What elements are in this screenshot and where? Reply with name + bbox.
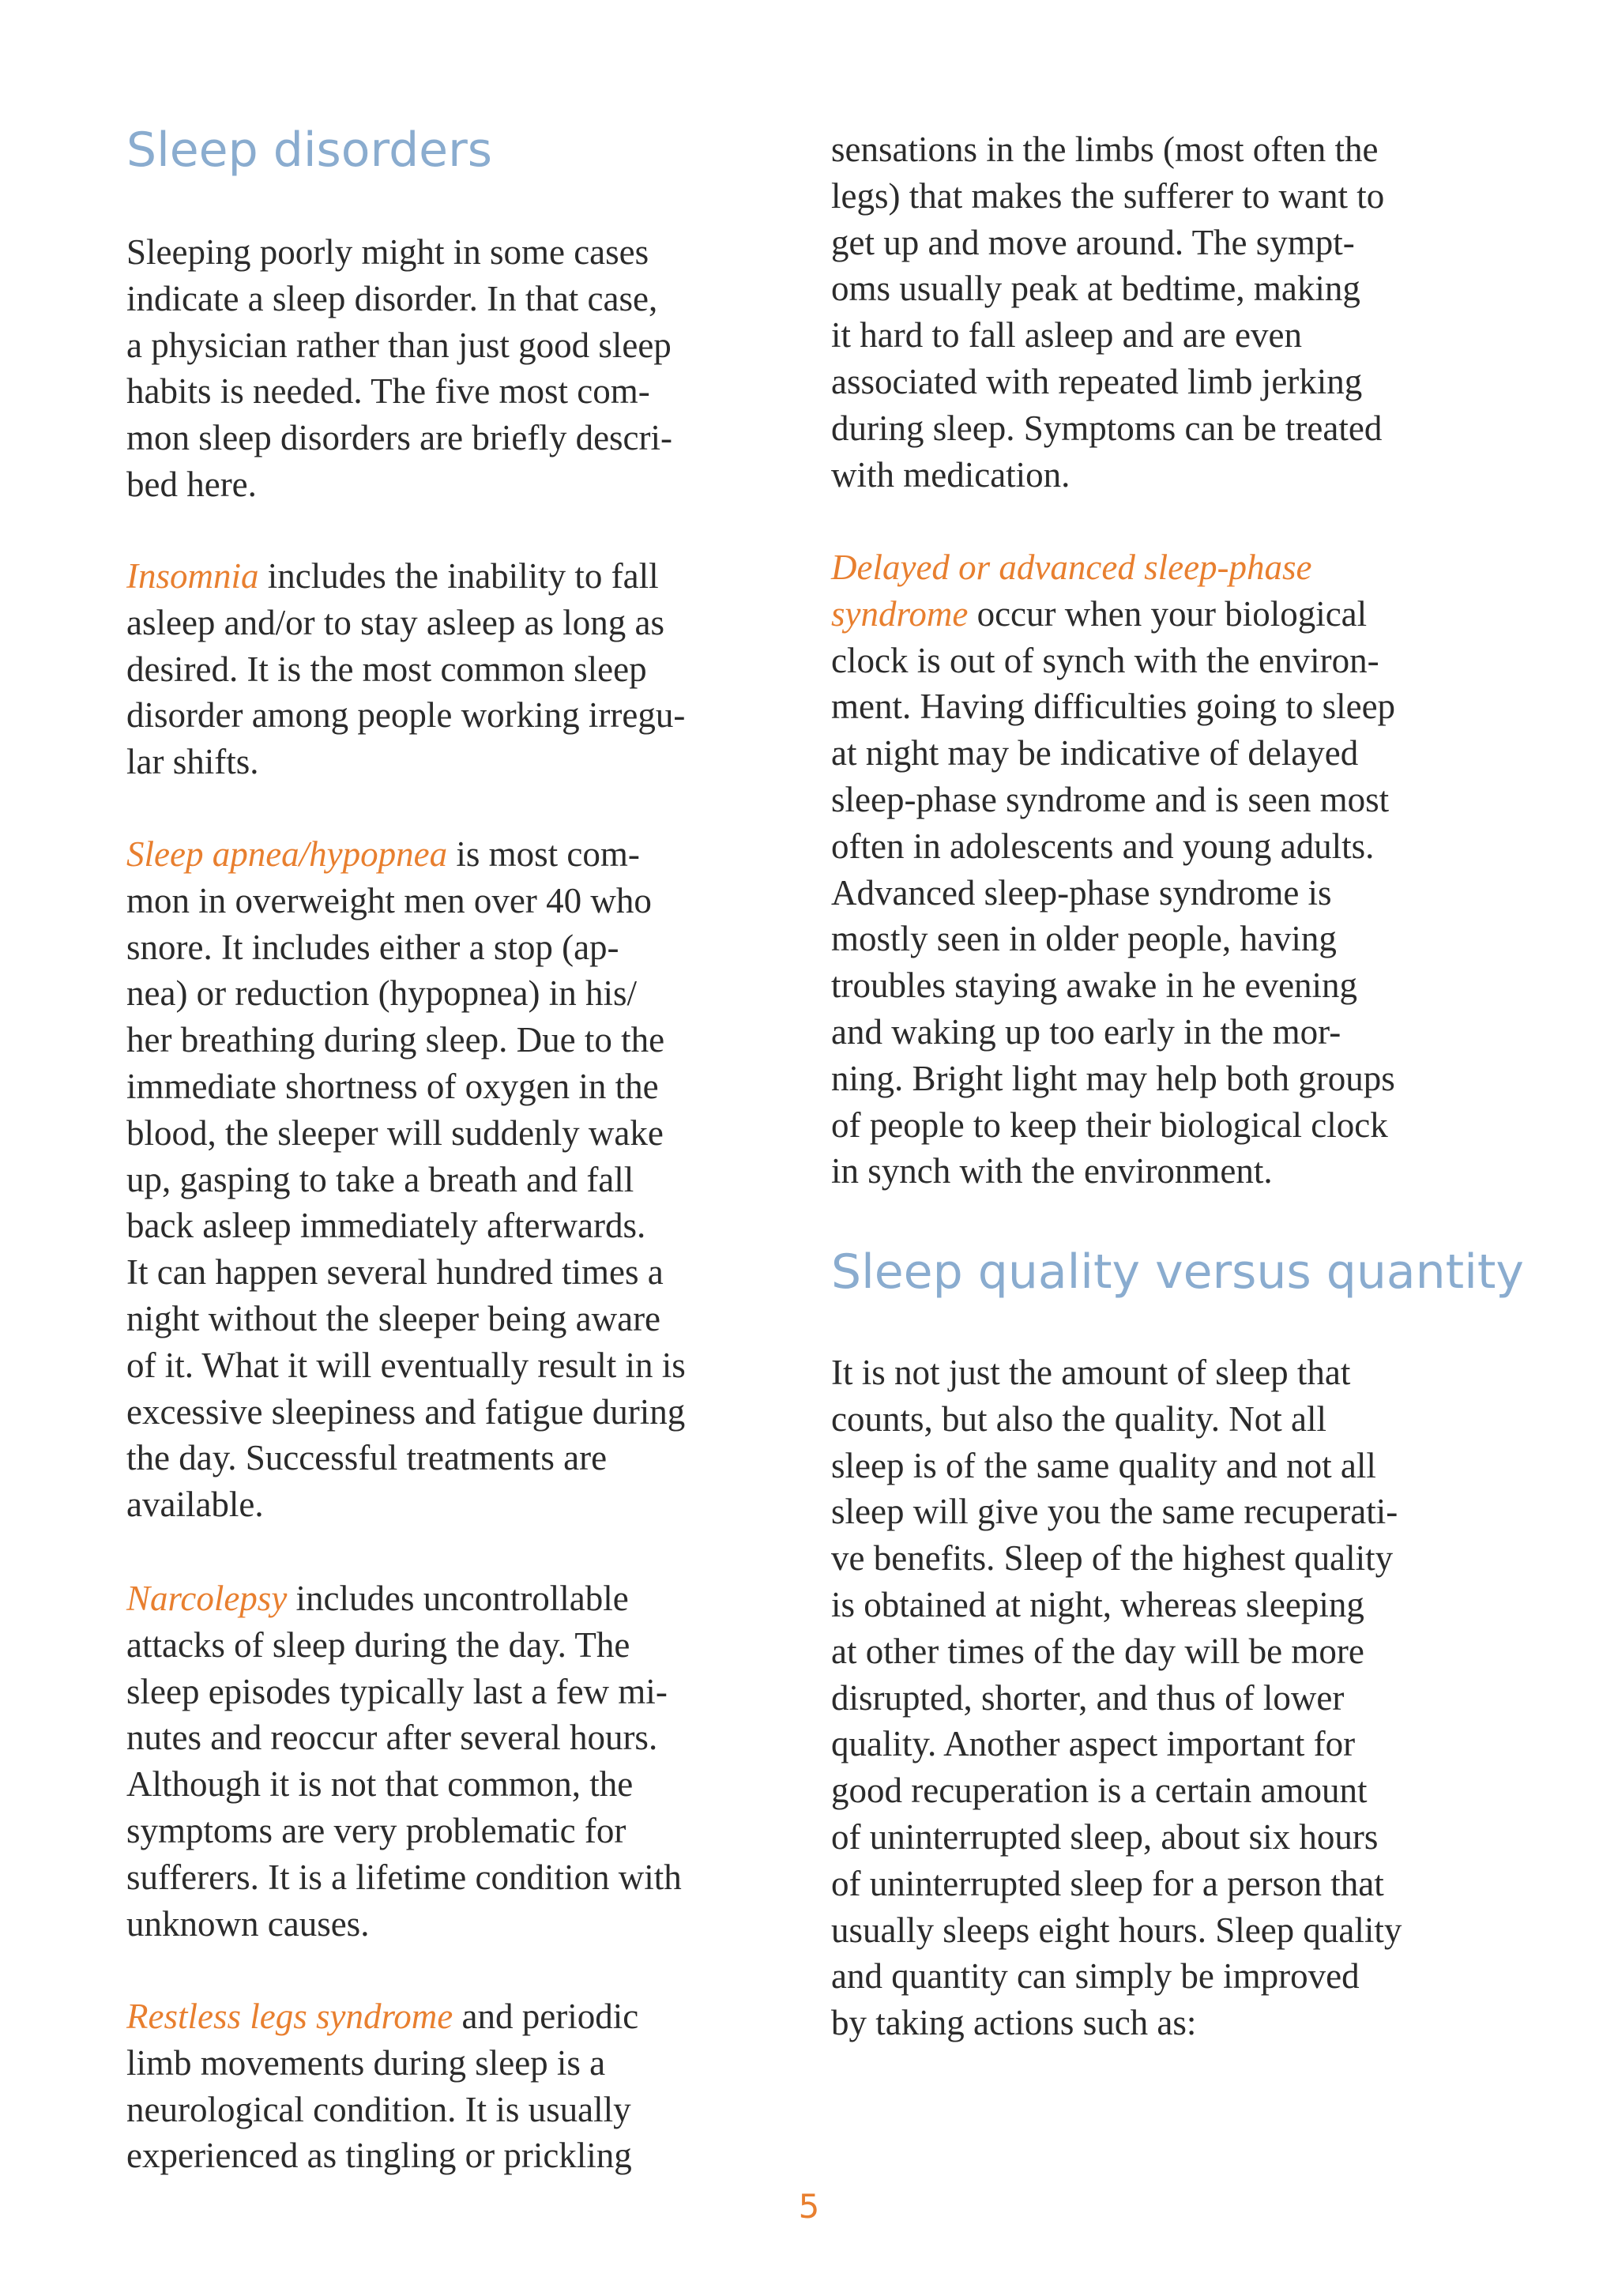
text-line: It is not just the amount of sleep that — [831, 1353, 1351, 1392]
restless-legs-paragraph — [126, 1993, 638, 2179]
sleep-phase-term: Delayed or advanced sleep-phase — [831, 548, 1312, 587]
text-line: neurological condition. It is usually — [126, 2089, 631, 2129]
sleep-quality-heading: Sleep quality versus quantity — [831, 1244, 1524, 1300]
text-line: of uninterrupted sleep for a person that — [831, 1863, 1384, 1903]
text-line: sensations in the limbs (most often the — [831, 130, 1379, 169]
text-line: mon in overweight men over 40 who — [126, 880, 652, 920]
text-run: is most com- — [447, 834, 640, 874]
text-line: mostly seen in older people, having — [831, 919, 1337, 959]
text-line: nea) or reduction (hypopnea) in his/ — [126, 973, 638, 1014]
text-line: ve benefits. Sleep of the highest quality — [831, 1538, 1394, 1579]
text-line: night without the sleeper being aware — [126, 1298, 661, 1338]
text-run: includes the inability to fall — [258, 556, 659, 596]
text-line: get up and move around. The sympt- — [831, 222, 1355, 262]
text-line: of people to keep their biological clock — [831, 1105, 1388, 1145]
text-line: symptoms are very problematic for — [126, 1810, 627, 1850]
sleep-apnea-term: Sleep apnea/hypopnea — [126, 834, 448, 874]
text-line: It can happen several hundred times a — [126, 1252, 664, 1293]
text-line: associated with repeated limb jerking — [831, 361, 1363, 401]
text-line: sleep episodes typically last a few mi- — [126, 1671, 668, 1711]
text-line: at night may be indicative of delayed — [831, 733, 1359, 773]
text-line: disorder among people working irregu- — [126, 695, 686, 736]
narcolepsy-term: Narcolepsy — [126, 1579, 288, 1618]
text-line: blood, the sleeper will suddenly wake — [126, 1112, 664, 1153]
text-line: quality. Another aspect important for — [831, 1724, 1356, 1764]
text-line: of it. What it will eventually result in is — [126, 1345, 686, 1385]
sleep-quality-paragraph — [831, 1349, 1402, 2046]
text-line: in synch with the environment. — [831, 1151, 1273, 1191]
text-line: good recuperation is a certain amount — [831, 1771, 1368, 1811]
text-line: and waking up too early in the mor- — [831, 1011, 1341, 1052]
text-line: a physician rather than just good sleep — [126, 325, 672, 365]
text-line: indicate a sleep disorder. In that case, — [126, 278, 658, 318]
text-line — [126, 1993, 638, 2040]
page-number: 5 — [798, 2187, 820, 2226]
text-line: excessive sleepiness and fatigue during — [126, 1391, 686, 1432]
text-line — [126, 1575, 682, 1622]
text-line: attacks of sleep during the day. The — [126, 1624, 630, 1665]
text-line: ning. Bright light may help both groups — [831, 1058, 1395, 1098]
text-line: usually sleeps eight hours. Sleep quality — [831, 1910, 1402, 1950]
text-line: habits is needed. The five most com- — [126, 371, 650, 412]
text-line: Advanced sleep-phase syndrome is — [831, 872, 1332, 913]
text-line: snore. It includes either a stop (ap- — [126, 927, 619, 967]
text-line: limb movements during sleep is a — [126, 2042, 606, 2083]
text-line: her breathing during sleep. Due to the — [126, 1020, 665, 1060]
text-line: desired. It is the most common sleep — [126, 649, 647, 689]
restless-legs-term: Restless legs syndrome — [126, 1997, 453, 2036]
text-line: of uninterrupted sleep, about six hours — [831, 1816, 1379, 1857]
text-line — [126, 553, 685, 600]
text-line: Sleeping poorly might in some cases — [126, 232, 649, 272]
text-line: sleep is of the same quality and not all — [831, 1445, 1376, 1485]
insomnia-paragraph — [126, 553, 685, 785]
text-line: legs) that makes the sufferer to want to — [831, 175, 1385, 216]
text-run: and periodic — [453, 1997, 639, 2036]
text-line: and quantity can simply be improved — [831, 1956, 1360, 1997]
text-line: troubles staying awake in he evening — [831, 965, 1358, 1006]
insomnia-term: Insomnia — [126, 556, 259, 596]
text-line: lar shifts. — [126, 742, 259, 782]
text-line: it hard to fall asleep and are even — [831, 315, 1302, 356]
sleep-apnea-paragraph — [126, 831, 686, 1528]
text-line: asleep and/or to stay asleep as long as — [126, 602, 665, 642]
text-line — [126, 831, 686, 878]
text-line: during sleep. Symptoms can be treated — [831, 408, 1383, 448]
text-line: Although it is not that common, the — [126, 1764, 634, 1805]
text-line: at other times of the day will be more — [831, 1631, 1364, 1671]
text-line: sleep will give you the same recuperati- — [831, 1492, 1398, 1532]
text-line: back asleep immediately afterwards. — [126, 1206, 646, 1246]
text-line: is obtained at night, whereas sleeping — [831, 1584, 1364, 1624]
sleep-phase-paragraph — [831, 544, 1395, 1195]
text-line: sleep-phase syndrome and is seen most — [831, 779, 1390, 819]
text-line: clock is out of synch with the environ- — [831, 640, 1379, 680]
text-line — [831, 591, 1395, 638]
text-line: unknown causes. — [126, 1903, 370, 1944]
text-line: by taking actions such as: — [831, 2003, 1197, 2043]
restless-legs-continued — [831, 126, 1384, 498]
narcolepsy-paragraph — [126, 1575, 682, 1947]
text-line: ment. Having difficulties going to sleep — [831, 687, 1396, 727]
text-line: up, gasping to take a breath and fall — [126, 1159, 634, 1199]
sleep-phase-term-continued: syndrome — [831, 593, 969, 634]
sleep-disorders-heading: Sleep disorders — [126, 122, 493, 178]
text-line: oms usually peak at bedtime, making — [831, 269, 1360, 309]
text-line: nutes and reoccur after several hours. — [126, 1718, 658, 1758]
text-line: often in adolescents and young adults. — [831, 826, 1375, 866]
text-line: disrupted, shorter, and thus of lower — [831, 1677, 1345, 1718]
text-line: sufferers. It is a lifetime condition with — [126, 1857, 682, 1897]
text-run: includes uncontrollable — [287, 1579, 629, 1618]
text-line: bed here. — [126, 464, 257, 504]
text-line: available. — [126, 1485, 264, 1525]
text-line: mon sleep disorders are briefly descri- — [126, 418, 672, 458]
intro-paragraph — [126, 229, 672, 508]
text-line: counts, but also the quality. Not all — [831, 1398, 1326, 1439]
text-line: the day. Successful treatments are — [126, 1438, 608, 1478]
text-line: with medication. — [831, 454, 1071, 495]
text-line: immediate shortness of oxygen in the — [126, 1066, 659, 1106]
text-run: occur when your biological — [968, 593, 1368, 634]
text-line: experienced as tingling or prickling — [126, 2136, 632, 2176]
